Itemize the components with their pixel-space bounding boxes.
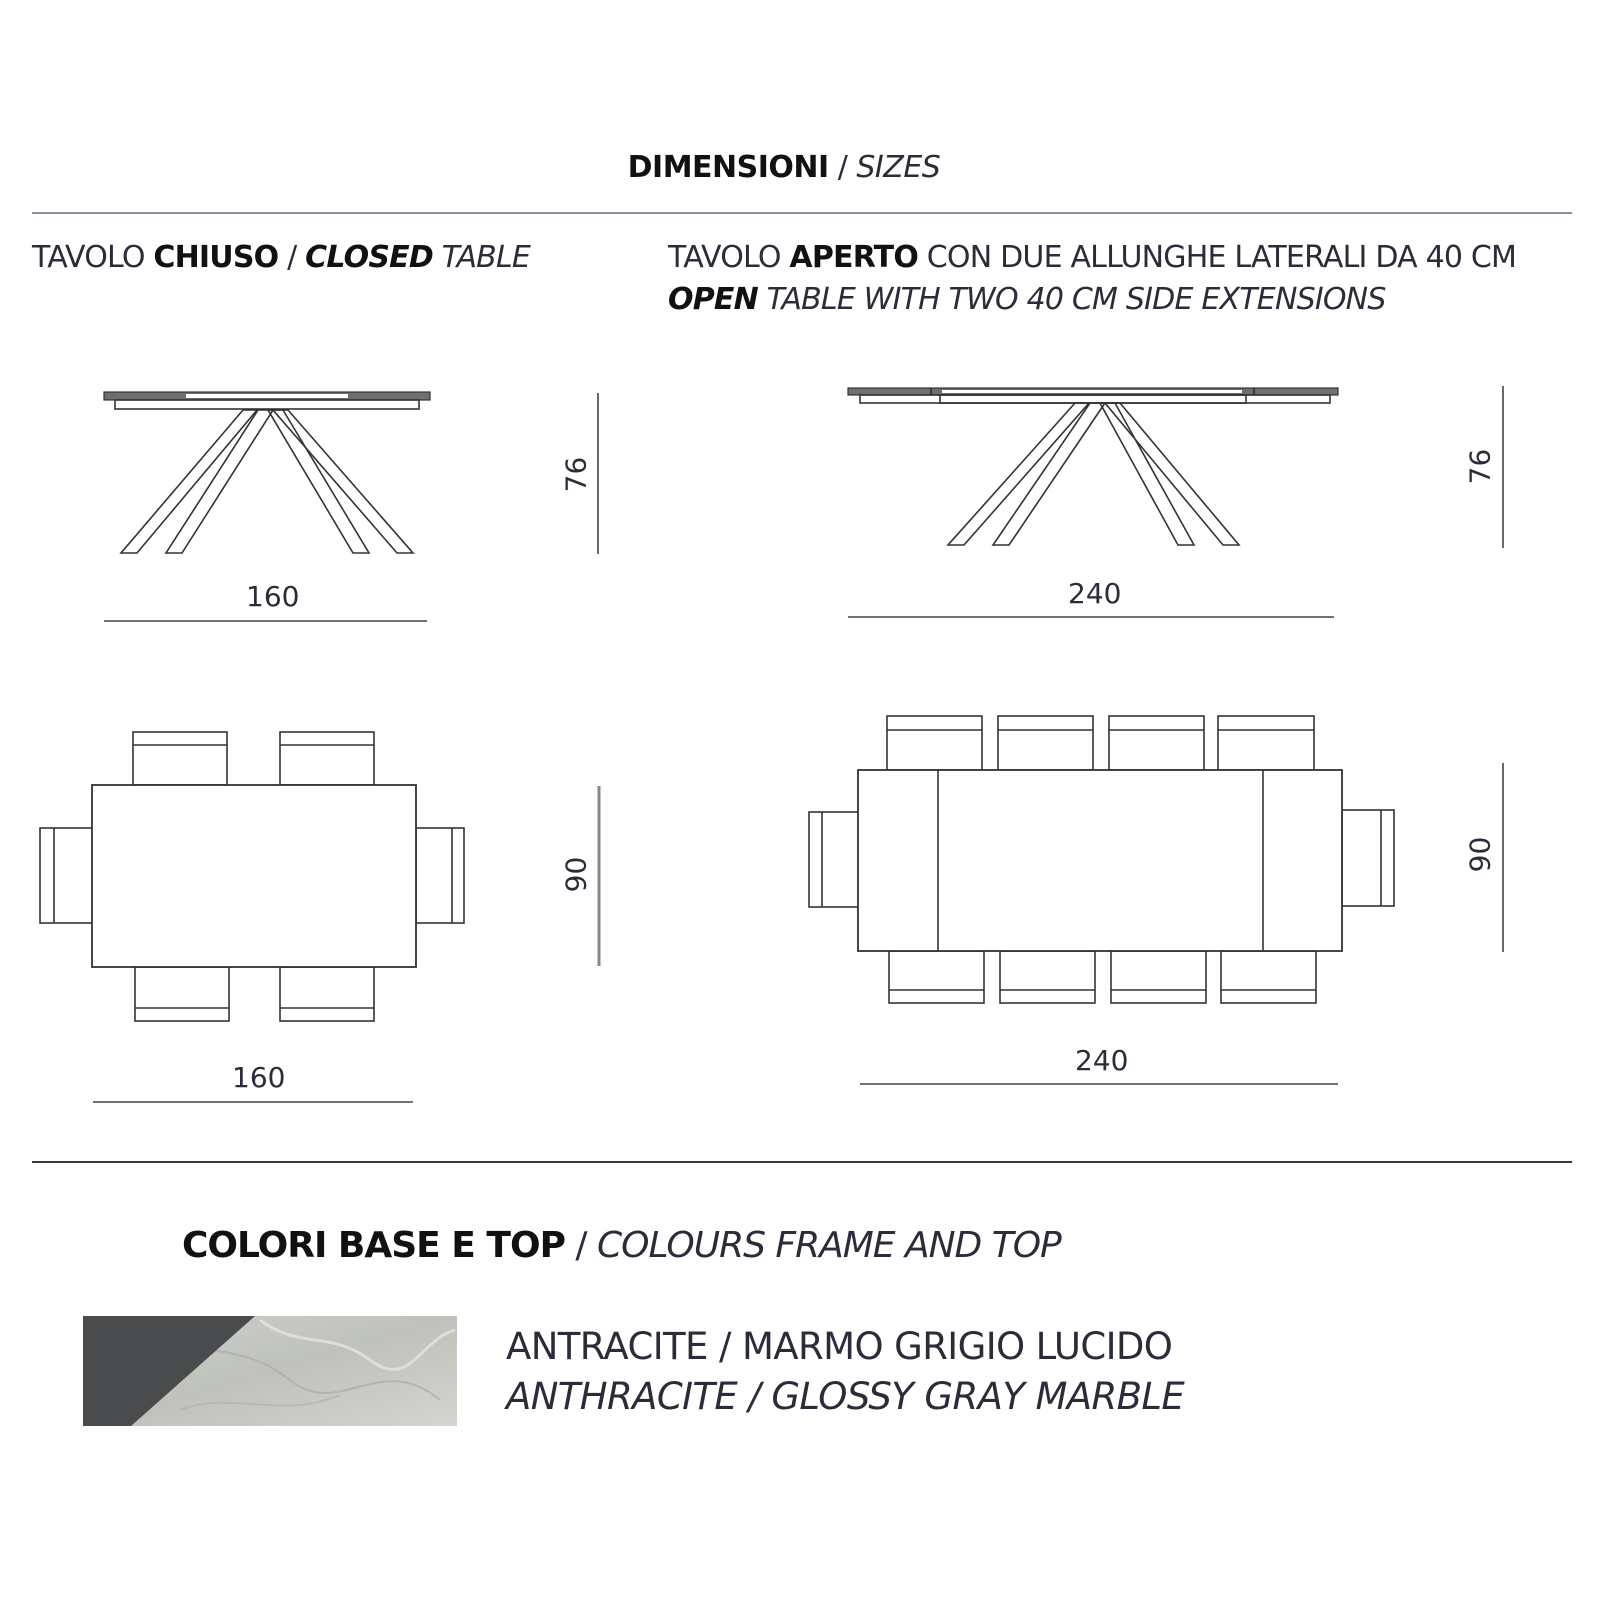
closed-suffix: TABLE bbox=[432, 240, 531, 275]
open-frame bbox=[860, 395, 1330, 403]
closed-bold-italic: CLOSED bbox=[305, 240, 433, 275]
open-chair-top-2 bbox=[998, 716, 1093, 770]
open-line2-suffix: TABLE WITH TWO 40 CM SIDE EXTENSIONS bbox=[757, 282, 1386, 317]
open-chair-bottom-3 bbox=[1111, 951, 1206, 1003]
closed-chair-top-1 bbox=[133, 732, 227, 785]
closed-top-depth-label: 90 bbox=[559, 856, 593, 893]
title-sep: / bbox=[828, 150, 857, 185]
open-top-view bbox=[809, 716, 1503, 1084]
colour-name-it: ANTRACITE / MARMO GRIGIO LUCIDO bbox=[506, 1325, 1173, 1368]
closed-top-view bbox=[40, 732, 599, 1102]
open-chair-left bbox=[809, 812, 861, 907]
open-side-view bbox=[848, 386, 1503, 617]
open-chair-top-4 bbox=[1218, 716, 1314, 770]
open-chair-bottom-4 bbox=[1221, 951, 1316, 1003]
closed-chair-right bbox=[416, 828, 464, 923]
title-bold: DIMENSIONI bbox=[627, 150, 829, 185]
closed-chair-bottom-2 bbox=[280, 967, 374, 1021]
closed-chair-top-2 bbox=[280, 732, 374, 785]
open-bold: APERTO bbox=[789, 240, 919, 275]
closed-side-width-label: 160 bbox=[246, 580, 300, 613]
open-top-inset bbox=[942, 390, 1242, 393]
closed-frame bbox=[115, 400, 419, 409]
colour-name-en: ANTHRACITE / GLOSSY GRAY MARBLE bbox=[506, 1375, 1185, 1418]
open-prefix: TAVOLO bbox=[668, 240, 790, 275]
open-chair-top-1 bbox=[887, 716, 982, 770]
open-side-width-label: 240 bbox=[1068, 577, 1122, 610]
closed-bold: CHIUSO bbox=[153, 240, 279, 275]
closed-side-height-label: 76 bbox=[559, 456, 593, 493]
open-leg-4 bbox=[1105, 403, 1239, 545]
colours-title-sep: / bbox=[564, 1225, 597, 1266]
open-table-top bbox=[858, 770, 1342, 951]
open-chair-top-3 bbox=[1109, 716, 1204, 770]
closed-chair-left bbox=[40, 828, 93, 923]
closed-prefix: TAVOLO bbox=[32, 240, 154, 275]
open-bold-italic: OPEN bbox=[668, 282, 758, 317]
open-chair-bottom-2 bbox=[1000, 951, 1095, 1003]
closed-top-inset bbox=[186, 394, 348, 398]
closed-table-top bbox=[92, 785, 416, 967]
colours-title-bold: COLORI BASE E TOP bbox=[182, 1225, 565, 1266]
colours-heading bbox=[182, 1225, 1061, 1266]
closed-side-view bbox=[104, 392, 598, 621]
title-italic: SIZES bbox=[856, 150, 941, 185]
open-top-width-label: 240 bbox=[1075, 1044, 1129, 1077]
colour-swatch bbox=[83, 1316, 457, 1426]
open-top-depth-label: 90 bbox=[1463, 836, 1497, 873]
closed-leg-4 bbox=[273, 410, 413, 553]
closed-sep: / bbox=[278, 240, 306, 275]
closed-chair-bottom-1 bbox=[135, 967, 229, 1021]
closed-leg-3 bbox=[268, 410, 369, 553]
open-suffix: CON DUE ALLUNGHE LATERALI DA 40 CM bbox=[918, 240, 1517, 275]
open-chair-right bbox=[1342, 810, 1394, 906]
open-chair-bottom-1 bbox=[889, 951, 984, 1003]
open-leg-2 bbox=[993, 403, 1105, 545]
open-center-frame bbox=[940, 395, 1246, 403]
open-side-height-label: 76 bbox=[1463, 448, 1497, 485]
bottom-divider bbox=[32, 1161, 1572, 1163]
open-leg-1 bbox=[948, 403, 1089, 545]
closed-top-width-label: 160 bbox=[232, 1061, 286, 1094]
colours-title-italic: COLOURS FRAME AND TOP bbox=[596, 1225, 1061, 1266]
closed-leg-1 bbox=[121, 410, 257, 553]
